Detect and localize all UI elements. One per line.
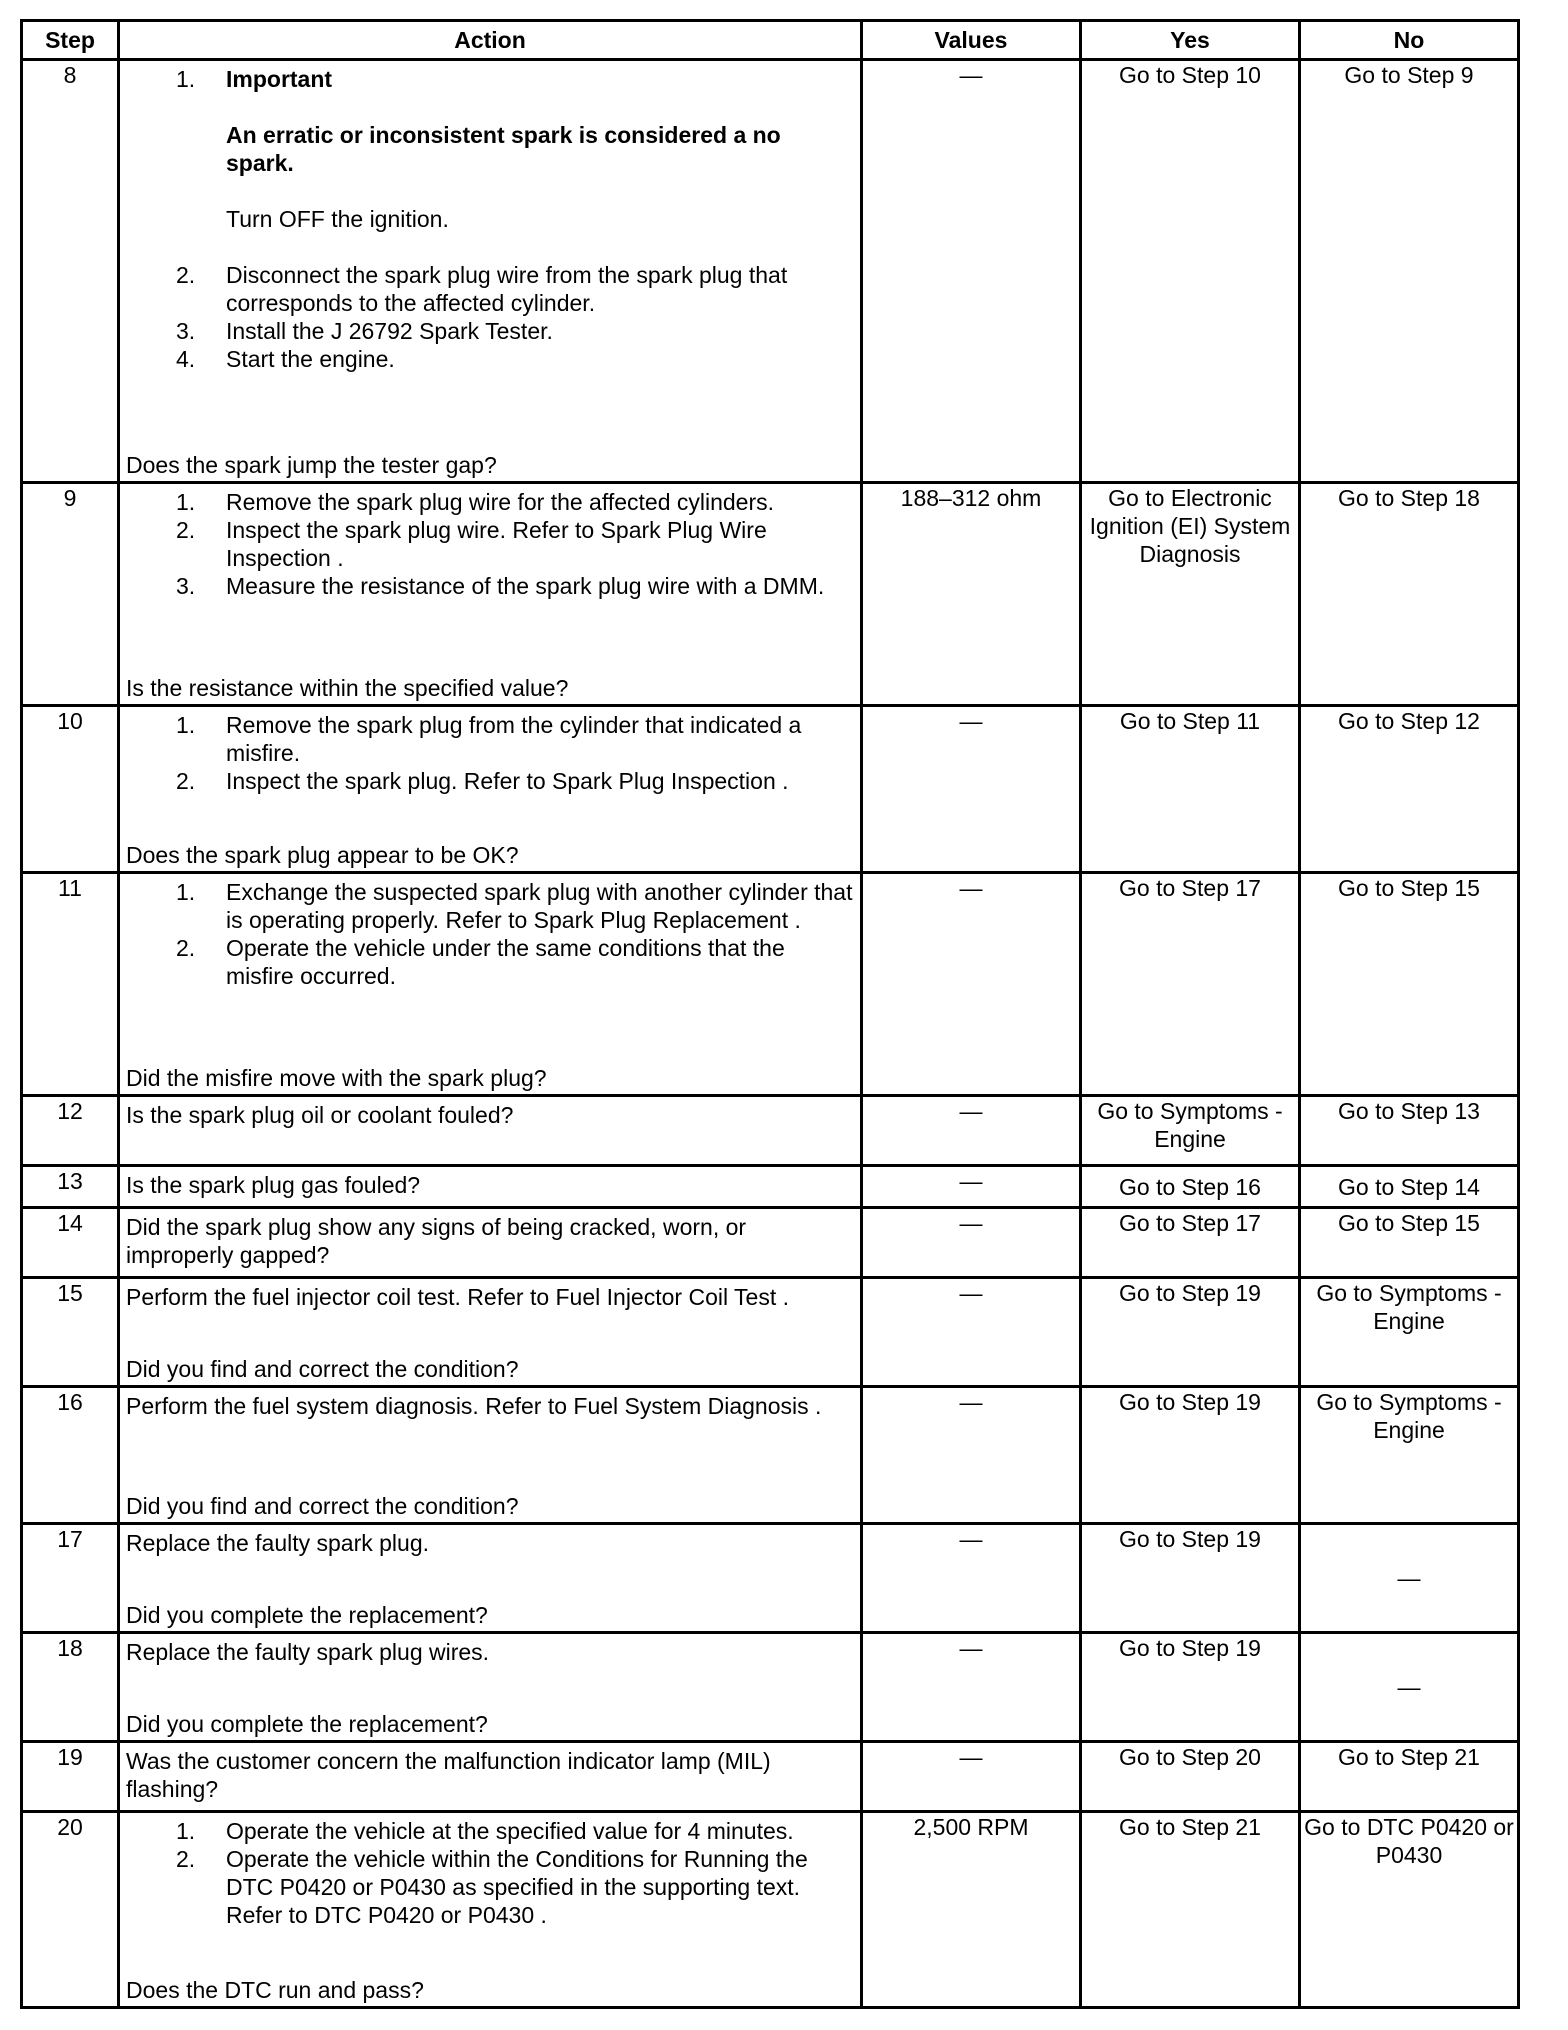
list-item (126, 1845, 854, 1929)
item-number: 4. (176, 346, 196, 372)
header-yes: Yes (1081, 21, 1300, 60)
no-cell: Go to Step 15 (1300, 873, 1519, 1096)
value-cell: — (862, 873, 1081, 1096)
action-cell (119, 1208, 862, 1278)
item-text: Inspect the spark plug. Refer to Spark Plug Inspection . (226, 768, 789, 794)
important-label: Important (226, 66, 333, 92)
no-cell: — (1300, 1633, 1519, 1742)
header-row (22, 21, 1519, 60)
action-cell (119, 1633, 862, 1742)
no-cell: Go to Step 13 (1300, 1096, 1519, 1166)
yes-cell: Go to Step 16 (1081, 1166, 1300, 1208)
yes-cell: Go to Step 10 (1081, 60, 1300, 483)
step-number: 9 (22, 483, 119, 706)
list-item (126, 488, 854, 516)
action-cell (119, 1166, 862, 1208)
yes-cell: Go to Step 20 (1081, 1742, 1300, 1812)
no-cell: Go to Step 14 (1300, 1166, 1519, 1208)
table-row (22, 706, 1519, 873)
action-text: Was the customer concern the malfunction indicator lamp (MIL) flashing? (126, 1748, 771, 1802)
item-text: Inspect the spark plug wire. Refer to Spark Plug Wire Inspection . (226, 517, 767, 571)
action-cell (119, 1096, 862, 1166)
table-row (22, 60, 1519, 483)
header-step: Step (22, 21, 119, 60)
header-values: Values (862, 21, 1081, 60)
action-text: Is the spark plug gas fouled? (126, 1172, 421, 1198)
question-text: Did the misfire move with the spark plug? (126, 1065, 547, 1091)
item-number: 3. (176, 318, 196, 344)
question-text: Does the DTC run and pass? (126, 1977, 424, 2003)
list-item (126, 261, 854, 317)
item-text: Operate the vehicle at the specified value for 4 minutes. (226, 1818, 794, 1844)
value-cell: 188–312 ohm (862, 483, 1081, 706)
no-cell: Go to Step 15 (1300, 1208, 1519, 1278)
step-number: 15 (22, 1278, 119, 1387)
value-cell: — (862, 1742, 1081, 1812)
yes-cell: Go to Step 19 (1081, 1633, 1300, 1742)
step-number: 10 (22, 706, 119, 873)
no-cell: Go to DTC P0420 or P0430 (1300, 1812, 1519, 2008)
item-text: Measure the resistance of the spark plug wire with a DMM. (226, 573, 825, 599)
list-item (126, 65, 854, 261)
step-number: 19 (22, 1742, 119, 1812)
table-row (22, 1096, 1519, 1166)
step-number: 12 (22, 1096, 119, 1166)
yes-cell: Go to Symptoms - Engine (1081, 1096, 1300, 1166)
step-number: 14 (22, 1208, 119, 1278)
value-cell: — (862, 1208, 1081, 1278)
item-number: 2. (176, 768, 196, 794)
yes-cell: Go to Step 19 (1081, 1387, 1300, 1524)
action-cell (119, 1812, 862, 2008)
no-cell: Go to Step 12 (1300, 706, 1519, 873)
item-number: 2. (176, 935, 196, 961)
table-row (22, 1208, 1519, 1278)
no-cell: Go to Step 18 (1300, 483, 1519, 706)
table-row (22, 1742, 1519, 1812)
yes-cell: Go to Step 11 (1081, 706, 1300, 873)
list-item (126, 711, 854, 767)
warning-text: An erratic or inconsistent spark is considered a no spark. (226, 122, 781, 176)
question-text: Did you complete the replacement? (126, 1711, 488, 1737)
yes-cell: Go to Electronic Ignition (EI) System Diagnosis (1081, 483, 1300, 706)
item-text: Exchange the suspected spark plug with another cylinder that is operating properly. Refer to Spark Plug Replacement . (226, 879, 853, 933)
table-row (22, 1633, 1519, 1742)
yes-cell: Go to Step 21 (1081, 1812, 1300, 2008)
question-text: Did you find and correct the condition? (126, 1493, 519, 1519)
step-number: 11 (22, 873, 119, 1096)
header-action: Action (119, 21, 862, 60)
question-text: Does the spark jump the tester gap? (126, 452, 497, 478)
yes-cell: Go to Step 17 (1081, 1208, 1300, 1278)
value-cell: — (862, 60, 1081, 483)
list-item (126, 878, 854, 934)
no-cell: Go to Step 9 (1300, 60, 1519, 483)
item-text: Disconnect the spark plug wire from the spark plug that corresponds to the affected cylinder. (226, 262, 788, 316)
item-number: 2. (176, 517, 196, 543)
no-cell: Go to Symptoms - Engine (1300, 1387, 1519, 1524)
action-text: Perform the fuel injector coil test. Refer to Fuel Injector Coil Test . (126, 1284, 790, 1310)
action-text: Replace the faulty spark plug wires. (126, 1639, 490, 1665)
yes-cell: Go to Step 17 (1081, 873, 1300, 1096)
step-number: 8 (22, 60, 119, 483)
item-number: 1. (176, 1818, 196, 1844)
value-cell: — (862, 1278, 1081, 1387)
value-cell: — (862, 1096, 1081, 1166)
item-text: Turn OFF the ignition. (226, 206, 449, 232)
item-number: 1. (176, 879, 196, 905)
action-text: Replace the faulty spark plug. (126, 1530, 430, 1556)
item-text: Operate the vehicle within the Conditions for Running the DTC P0420 or P0430 as specified in the supporting text. Refer to DTC P0420 or P0430 . (226, 1846, 808, 1928)
item-text: Remove the spark plug from the cylinder that indicated a misfire. (226, 712, 802, 766)
step-number: 20 (22, 1812, 119, 2008)
value-cell: — (862, 1387, 1081, 1524)
value-cell: — (862, 1633, 1081, 1742)
item-number: 1. (176, 489, 196, 515)
table-row (22, 1387, 1519, 1524)
action-cell (119, 1387, 862, 1524)
list-item (126, 934, 854, 990)
action-text: Is the spark plug oil or coolant fouled? (126, 1102, 514, 1128)
value-cell: — (862, 706, 1081, 873)
question-text: Does the spark plug appear to be OK? (126, 842, 519, 868)
table-row (22, 483, 1519, 706)
step-number: 18 (22, 1633, 119, 1742)
table-row (22, 1524, 1519, 1633)
list-item (126, 516, 854, 572)
no-cell: — (1300, 1524, 1519, 1633)
item-text: Operate the vehicle under the same conditions that the misfire occurred. (226, 935, 785, 989)
item-number: 3. (176, 573, 196, 599)
item-number: 2. (176, 1846, 196, 1872)
list-item (126, 767, 854, 795)
value-cell: 2,500 RPM (862, 1812, 1081, 2008)
item-text: Install the J 26792 Spark Tester. (226, 318, 553, 344)
action-cell (119, 706, 862, 873)
list-item (126, 317, 854, 345)
no-cell: Go to Step 21 (1300, 1742, 1519, 1812)
table-row (22, 1812, 1519, 2008)
list-item (126, 572, 854, 600)
table-row (22, 873, 1519, 1096)
question-text: Did you find and correct the condition? (126, 1356, 519, 1382)
action-cell (119, 60, 862, 483)
no-cell: Go to Symptoms - Engine (1300, 1278, 1519, 1387)
action-cell (119, 1742, 862, 1812)
step-number: 17 (22, 1524, 119, 1633)
item-text: Remove the spark plug wire for the affected cylinders. (226, 489, 775, 515)
value-cell: — (862, 1166, 1081, 1208)
item-number: 1. (176, 712, 196, 738)
action-cell (119, 483, 862, 706)
question-text: Did you complete the replacement? (126, 1602, 488, 1628)
table-row (22, 1278, 1519, 1387)
yes-cell: Go to Step 19 (1081, 1278, 1300, 1387)
list-item (126, 345, 854, 373)
value-cell: — (862, 1524, 1081, 1633)
action-cell (119, 873, 862, 1096)
question-text: Is the resistance within the specified value? (126, 675, 569, 701)
action-cell (119, 1524, 862, 1633)
header-no: No (1300, 21, 1519, 60)
list-item (126, 1817, 854, 1845)
yes-cell: Go to Step 19 (1081, 1524, 1300, 1633)
action-text: Did the spark plug show any signs of being cracked, worn, or improperly gapped? (126, 1214, 747, 1268)
diagnostic-table (20, 19, 1520, 2009)
action-text: Perform the fuel system diagnosis. Refer to Fuel System Diagnosis . (126, 1393, 822, 1419)
table-row (22, 1166, 1519, 1208)
item-number: 2. (176, 262, 196, 288)
step-number: 16 (22, 1387, 119, 1524)
item-number: 1. (176, 66, 196, 92)
item-text: Start the engine. (226, 346, 395, 372)
step-number: 13 (22, 1166, 119, 1208)
action-cell (119, 1278, 862, 1387)
